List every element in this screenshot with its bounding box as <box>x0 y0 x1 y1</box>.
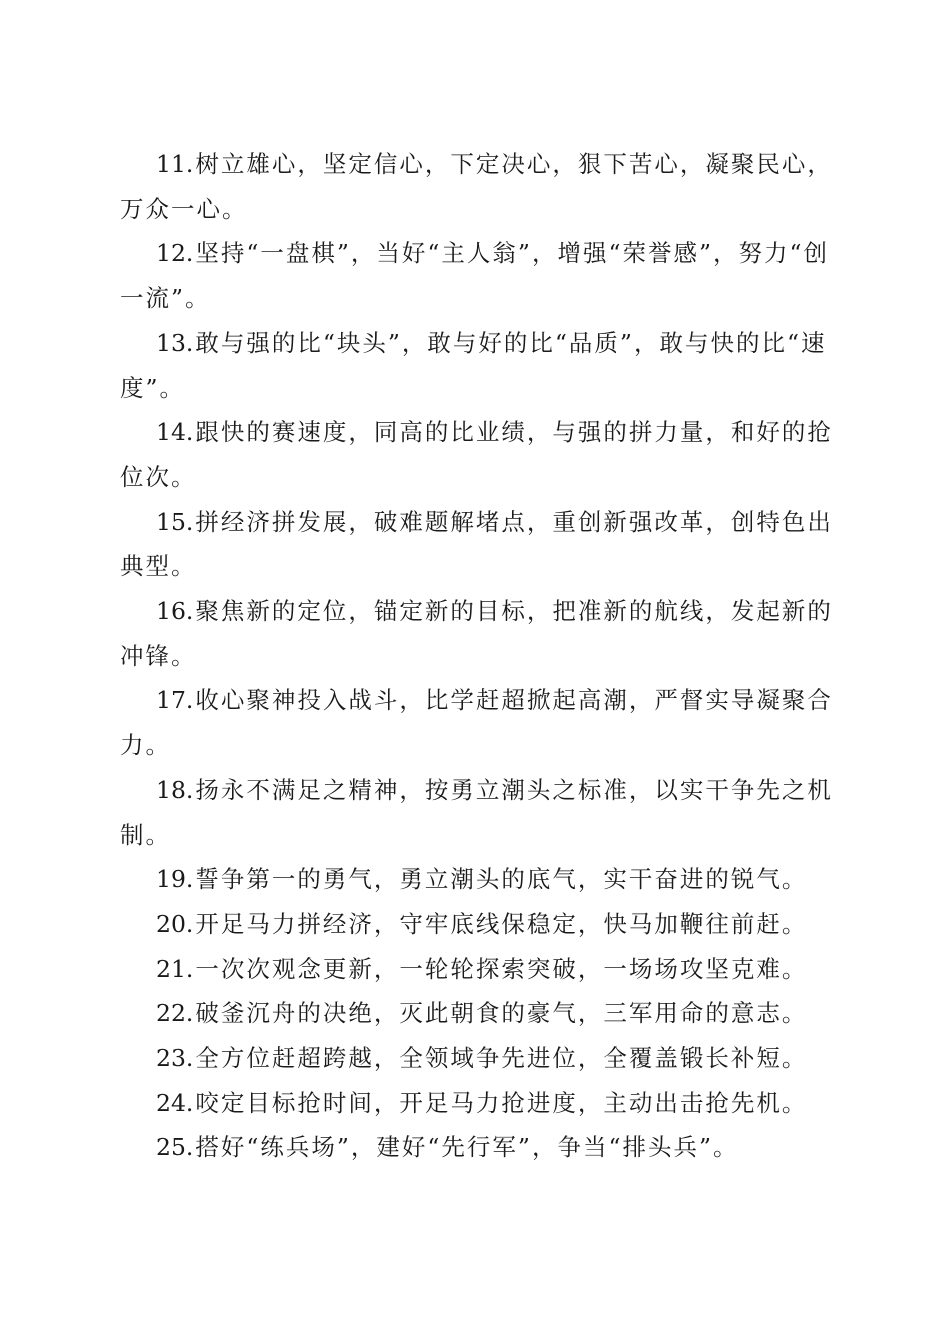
list-item: 18.扬永不满足之精神，按勇立潮头之标准，以实干争先之机制。 <box>120 775 833 849</box>
item-number: 19 <box>156 865 186 894</box>
item-number: 16 <box>156 597 186 626</box>
item-number: 14 <box>156 418 186 447</box>
item-text: 扬永不满足之精神，按勇立潮头之标准，以实干争先之机制。 <box>120 775 833 849</box>
item-number: 25 <box>156 1133 186 1162</box>
item-text: 开足马力拼经济，守牢底线保稳定，快马加鞭往前赶。 <box>195 909 808 938</box>
list-item: 12.坚持“一盘棋”，当好“主人翁”，增强“荣誉感”，努力“创一流”。 <box>120 239 829 313</box>
list-item: 14.跟快的赛速度，同高的比业绩，与强的拼力量，和好的抢位次。 <box>120 418 833 491</box>
item-text: 跟快的赛速度，同高的比业绩，与强的拼力量，和好的抢位次。 <box>120 418 833 491</box>
list-item: 11.树立雄心，坚定信心，下定决心，狠下苦心，凝聚民心，万众一心。 <box>120 150 833 223</box>
list-item: 19.誓争第一的勇气，勇立潮头的底气，实干奋进的锐气。 <box>156 865 808 894</box>
list-item: 20.开足马力拼经济，守牢底线保稳定，快马加鞭往前赶。 <box>156 909 808 938</box>
item-text: 坚持“一盘棋”，当好“主人翁”，增强“荣誉感”，努力“创一流”。 <box>120 239 829 313</box>
list-item: 15.拼经济拼发展，破难题解堵点，重创新强改革，创特色出典型。 <box>120 507 833 581</box>
item-number: 13 <box>156 328 186 357</box>
item-number: 17 <box>156 686 186 715</box>
list-item: 22.破釜沉舟的决绝，灭此朝食的豪气，三军用命的意志。 <box>156 999 808 1028</box>
item-text: 聚焦新的定位，锚定新的目标，把准新的航线，发起新的冲锋。 <box>120 597 833 670</box>
list-item: 13.敢与强的比“块头”，敢与好的比“品质”，敢与快的比“速度”。 <box>120 328 827 402</box>
item-text: 誓争第一的勇气，勇立潮头的底气，实干奋进的锐气。 <box>195 865 808 894</box>
list-item: 16.聚焦新的定位，锚定新的目标，把准新的航线，发起新的冲锋。 <box>120 597 833 670</box>
item-number: 15 <box>156 507 186 536</box>
item-number: 22 <box>156 999 186 1028</box>
item-text: 搭好“练兵场”，建好“先行军”，争当“排头兵”。 <box>195 1133 739 1162</box>
list-item: 17.收心聚神投入战斗，比学赶超掀起高潮，严督实导凝聚合力。 <box>120 686 833 760</box>
item-number: 12 <box>156 239 186 268</box>
list-item: 23.全方位赶超跨越，全领域争先进位，全覆盖锻长补短。 <box>156 1044 808 1073</box>
item-text: 收心聚神投入战斗，比学赶超掀起高潮，严督实导凝聚合力。 <box>120 686 833 760</box>
list-item: 25.搭好“练兵场”，建好“先行军”，争当“排头兵”。 <box>156 1133 739 1162</box>
item-number: 18 <box>156 775 186 804</box>
item-number: 21 <box>156 954 186 983</box>
item-text: 敢与强的比“块头”，敢与好的比“品质”，敢与快的比“速度”。 <box>120 328 827 402</box>
item-text: 拼经济拼发展，破难题解堵点，重创新强改革，创特色出典型。 <box>120 507 833 581</box>
item-text: 一次次观念更新，一轮轮探索突破，一场场攻坚克难。 <box>195 954 808 983</box>
item-number: 20 <box>156 909 186 938</box>
item-text: 咬定目标抢时间，开足马力抢进度，主动出击抢先机。 <box>195 1088 808 1117</box>
item-text: 树立雄心，坚定信心，下定决心，狠下苦心，凝聚民心，万众一心。 <box>120 150 833 223</box>
item-text: 破釜沉舟的决绝，灭此朝食的豪气，三军用命的意志。 <box>195 999 808 1028</box>
item-number: 23 <box>156 1044 186 1073</box>
slogan-list <box>120 142 836 1170</box>
item-text: 全方位赶超跨越，全领域争先进位，全覆盖锻长补短。 <box>195 1044 808 1073</box>
list-item: 24.咬定目标抢时间，开足马力抢进度，主动出击抢先机。 <box>156 1088 808 1117</box>
item-number: 24 <box>156 1088 186 1117</box>
list-item: 21.一次次观念更新，一轮轮探索突破，一场场攻坚克难。 <box>156 954 808 983</box>
item-number: 11 <box>156 150 186 178</box>
